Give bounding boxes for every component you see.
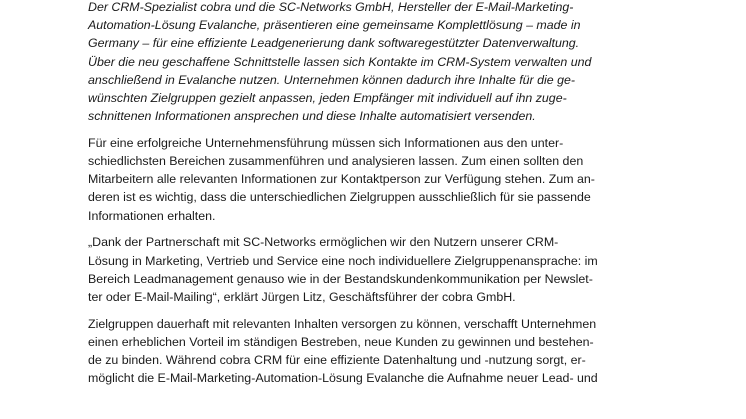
- lead-line: wünschten Zielgruppen gezielt anpassen, jeden Empfänger mit individuell auf ihn zuge-: [88, 90, 567, 105]
- lead-paragraph: [88, 0, 668, 125]
- lead-line: Der CRM-Spezialist cobra und die SC-Networks GmbH, Hersteller der E-Mail-Marketing-: [88, 0, 574, 14]
- body-line: Zielgruppen dauerhaft mit relevanten Inhalten versorgen zu können, verschafft Unternehmen: [88, 316, 597, 331]
- body-line: Mitarbeitern alle relevanten Informationen zur Kontaktperson zur Verfügung stehen. Zum an-: [88, 172, 595, 187]
- body-line: Bereich Leadmanagement genauso wie in der Bestandskundenkommunikation per Newslet-: [88, 271, 593, 286]
- body-line: Für eine erfolgreiche Unternehmensführung müssen sich Informationen aus den unter-: [88, 135, 564, 150]
- body-paragraph-3: [88, 315, 668, 388]
- body-line: Informationen erhalten.: [88, 208, 216, 223]
- document-page: [88, 0, 668, 396]
- lead-line: anschließend in Evalanche nutzen. Unternehmen können dadurch ihre Inhalte für die ge-: [88, 72, 575, 87]
- body-paragraph-1: [88, 134, 668, 225]
- lead-line: Über die neu geschaffene Schnittstelle lassen sich Kontakte im CRM-System verwalten und: [88, 54, 592, 69]
- body-line: de zu binden. Während cobra CRM für eine effiziente Datenhaltung und -nutzung sorgt, er-: [88, 353, 586, 368]
- body-line: ter oder E-Mail-Mailing“, erklärt Jürgen Litz, Geschäftsführer der cobra GmbH.: [88, 290, 516, 304]
- body-line: einen erheblichen Vorteil im ständigen Bestreben, neue Kunden zu gewinnen und bestehen-: [88, 334, 594, 349]
- lead-line: Automation-Lösung Evalanche, präsentieren eine gemeinsame Komplettlösung – made in: [88, 18, 581, 33]
- lead-line: schnittenen Informationen ansprechen und diese Inhalte automatisiert versenden.: [88, 109, 536, 124]
- quote-paragraph: [88, 233, 668, 306]
- body-line: deren ist es wichtig, dass die unterschiedlichen Zielgruppen ausschließlich für sie passende: [88, 190, 591, 205]
- body-line: „Dank der Partnerschaft mit SC-Networks ermöglichen wir den Nutzern unserer CRM-: [88, 235, 559, 250]
- body-line: Lösung in Marketing, Vertrieb und Service eine noch individuellere Zielgruppenansprache: im: [88, 253, 598, 268]
- body-line-partial: möglicht die E-Mail-Marketing-Automation-Lösung Evalanche die Aufnahme neuer Lead- und: [88, 371, 598, 386]
- body-line: schiedlichsten Bereichen zusammenführen und analysieren lassen. Zum einen sollten den: [88, 154, 584, 169]
- lead-line: Germany – für eine effiziente Leadgenerierung dank softwaregestützter Datenverwaltung.: [88, 36, 580, 51]
